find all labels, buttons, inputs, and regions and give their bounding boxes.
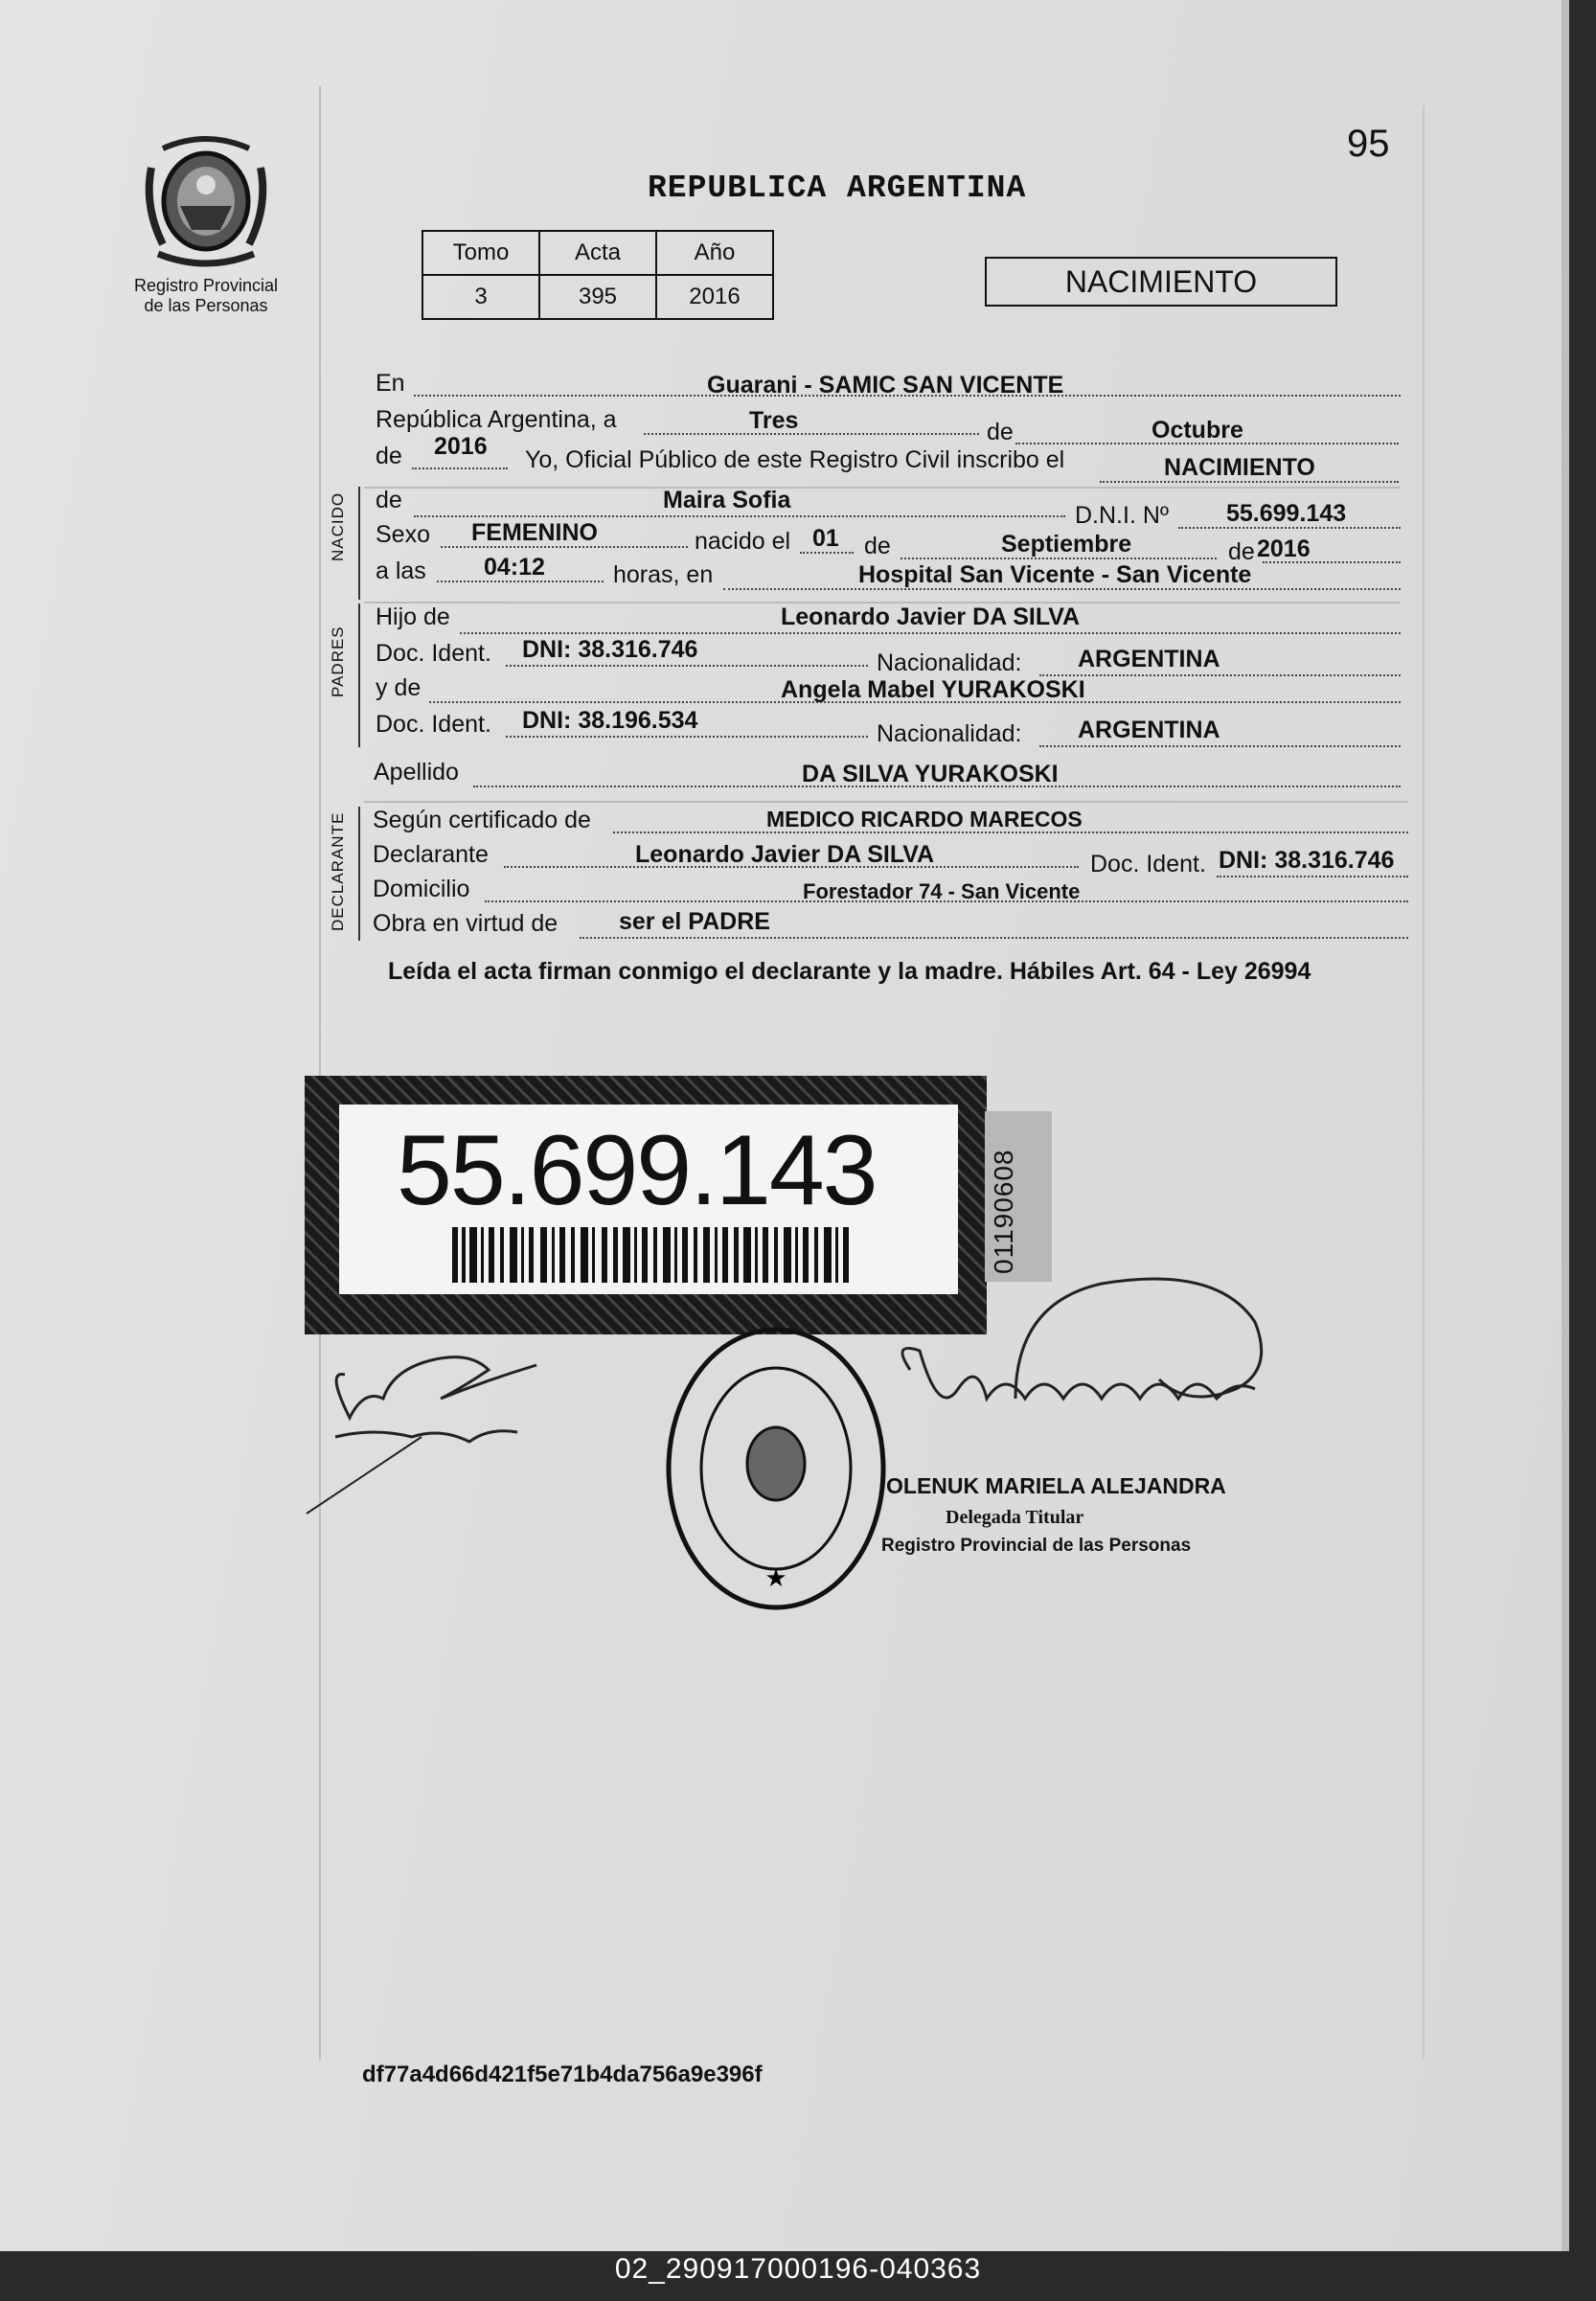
- label-nacido-el: nacido el: [695, 528, 791, 555]
- dotted-line: [580, 937, 1408, 939]
- madre-value: Angela Mabel YURAKOSKI: [781, 676, 1085, 703]
- document-hash: df77a4d66d421f5e71b4da756a9e396f: [362, 2062, 763, 2087]
- sticker-label: [339, 1105, 958, 1294]
- acta-value: 395: [539, 275, 656, 319]
- label-obra-en-virtud: Obra en virtud de: [373, 910, 559, 937]
- section-bar-padres: [358, 604, 360, 747]
- label-hijo-de: Hijo de: [376, 604, 450, 630]
- acta-header: Acta: [539, 231, 656, 275]
- margin-line-left: [319, 86, 321, 2060]
- dotted-line: [1217, 876, 1408, 877]
- label-a-las: a las: [376, 558, 426, 584]
- label-domicilio: Domicilio: [373, 876, 470, 902]
- padre-value: Leonardo Javier DA SILVA: [781, 604, 1081, 630]
- label-yo-oficial: Yo, Oficial Público de este Registro Civil inscribo el: [525, 446, 1065, 473]
- section-padres-label: PADRES: [329, 626, 347, 697]
- official-role: Delegada Titular: [946, 1507, 1084, 1528]
- section-rule: [364, 801, 1408, 803]
- label-doc-ident-declarante: Doc. Ident.: [1090, 851, 1206, 877]
- en-virtud-value: ser el PADRE: [619, 908, 770, 935]
- dia-inscripcion-value: Tres: [749, 407, 799, 434]
- province-emblem-icon: [144, 129, 268, 273]
- label-y-de: y de: [376, 674, 422, 701]
- madre-nacionalidad-value: ARGENTINA: [1078, 717, 1220, 743]
- label-doc-ident-madre: Doc. Ident.: [376, 711, 491, 738]
- dotted-line: [1039, 674, 1401, 676]
- label-en: En: [376, 370, 405, 397]
- mes-inscripcion-value: Octubre: [1151, 417, 1243, 444]
- official-signature: [872, 1264, 1332, 1494]
- declarante-value: Leonardo Javier DA SILVA: [635, 841, 935, 868]
- logo-caption-line1: Registro Provincial: [133, 276, 279, 295]
- domicilio-value: Forestador 74 - San Vicente: [803, 879, 1081, 903]
- anio-value: 2016: [656, 275, 773, 319]
- label-nacionalidad-madre: Nacionalidad:: [877, 720, 1022, 747]
- hora-value: 04:12: [484, 554, 545, 581]
- label-dni-no: D.N.I. Nº: [1075, 502, 1170, 529]
- section-bar-nacido: [358, 487, 360, 600]
- tomo-header: Tomo: [422, 231, 539, 275]
- official-name: OLENUK MARIELA ALEJANDRA: [886, 1473, 1226, 1498]
- label-sexo: Sexo: [376, 521, 430, 548]
- tomo-value: 3: [422, 275, 539, 319]
- label-de: de: [987, 419, 1014, 445]
- label-declarante: Declarante: [373, 841, 489, 868]
- lugar-nacimiento-value: Hospital San Vicente - San Vicente: [858, 561, 1252, 588]
- logo-caption: [125, 276, 287, 316]
- dotted-line: [506, 665, 868, 667]
- sticker-side-code: 01190608: [989, 1149, 1018, 1274]
- label-nacionalidad-padre: Nacionalidad:: [877, 649, 1022, 676]
- dotted-line: [414, 515, 1065, 517]
- anio-inscripcion-value: 2016: [434, 433, 488, 460]
- document-title: REPUBLICA ARGENTINA: [648, 171, 1027, 206]
- label-apellido: Apellido: [374, 759, 459, 786]
- svg-text:★: ★: [764, 1564, 787, 1593]
- padre-nacionalidad-value: ARGENTINA: [1078, 646, 1220, 672]
- logo-caption-line2: de las Personas: [144, 296, 268, 315]
- madre-doc-value: DNI: 38.196.534: [522, 707, 698, 734]
- barcode-icon: [452, 1227, 855, 1283]
- label-de-anio-nac: de: [1228, 538, 1255, 565]
- dotted-line: [1039, 745, 1401, 747]
- official-org: Registro Provincial de las Personas: [881, 1536, 1192, 1556]
- closing-text: Leída el acta firman conmigo el declarante y la madre. Hábiles Art. 64 - Ley 26994: [388, 958, 1311, 985]
- label-doc-ident-padre: Doc. Ident.: [376, 640, 491, 667]
- padre-doc-value: DNI: 38.316.746: [522, 636, 698, 663]
- page-number: 95: [1347, 123, 1390, 165]
- dni-value: 55.699.143: [1226, 500, 1347, 527]
- lugar-value: Guarani - SAMIC SAN VICENTE: [707, 372, 1064, 399]
- certificado-value: MEDICO RICARDO MARECOS: [766, 807, 1083, 832]
- sticker-dni-number: 55.699.143: [397, 1115, 877, 1226]
- footer-code: 02_290917000196-040363: [614, 2253, 982, 2285]
- dotted-line: [412, 467, 508, 469]
- mes-nacimiento-value: Septiembre: [1001, 531, 1132, 558]
- declarant-signature: [297, 1332, 546, 1523]
- nombre-value: Maira Sofia: [663, 487, 791, 513]
- declarante-doc-value: DNI: 38.316.746: [1219, 847, 1395, 874]
- label-republica-a: República Argentina, a: [376, 406, 617, 433]
- section-bar-declarante: [358, 807, 360, 941]
- margin-line-right: [1423, 105, 1425, 2060]
- label-de-mes: de: [864, 533, 891, 559]
- dia-nacimiento-value: 01: [812, 525, 839, 552]
- label-de-nombre: de: [376, 487, 402, 513]
- registry-seal-icon: [661, 1320, 891, 1617]
- tomo-acta-table: [422, 230, 774, 320]
- label-segun-certificado: Según certificado de: [373, 807, 591, 833]
- dotted-line: [460, 632, 1401, 634]
- label-de-anio: de: [376, 443, 402, 469]
- section-declarante-label: DECLARANTE: [329, 811, 347, 931]
- sexo-value: FEMENINO: [471, 519, 598, 546]
- dotted-line: [506, 736, 868, 738]
- anio-nacimiento-value: 2016: [1257, 535, 1311, 562]
- label-horas-en: horas, en: [613, 561, 714, 588]
- record-type-box: NACIMIENTO: [985, 257, 1337, 307]
- apellido-value: DA SILVA YURAKOSKI: [802, 761, 1059, 787]
- dotted-line: [644, 433, 979, 435]
- anio-header: Año: [656, 231, 773, 275]
- section-rule: [364, 487, 1401, 489]
- tipo-inscripcion-value: NACIMIENTO: [1164, 454, 1315, 481]
- section-nacido-label: NACIDO: [329, 491, 347, 561]
